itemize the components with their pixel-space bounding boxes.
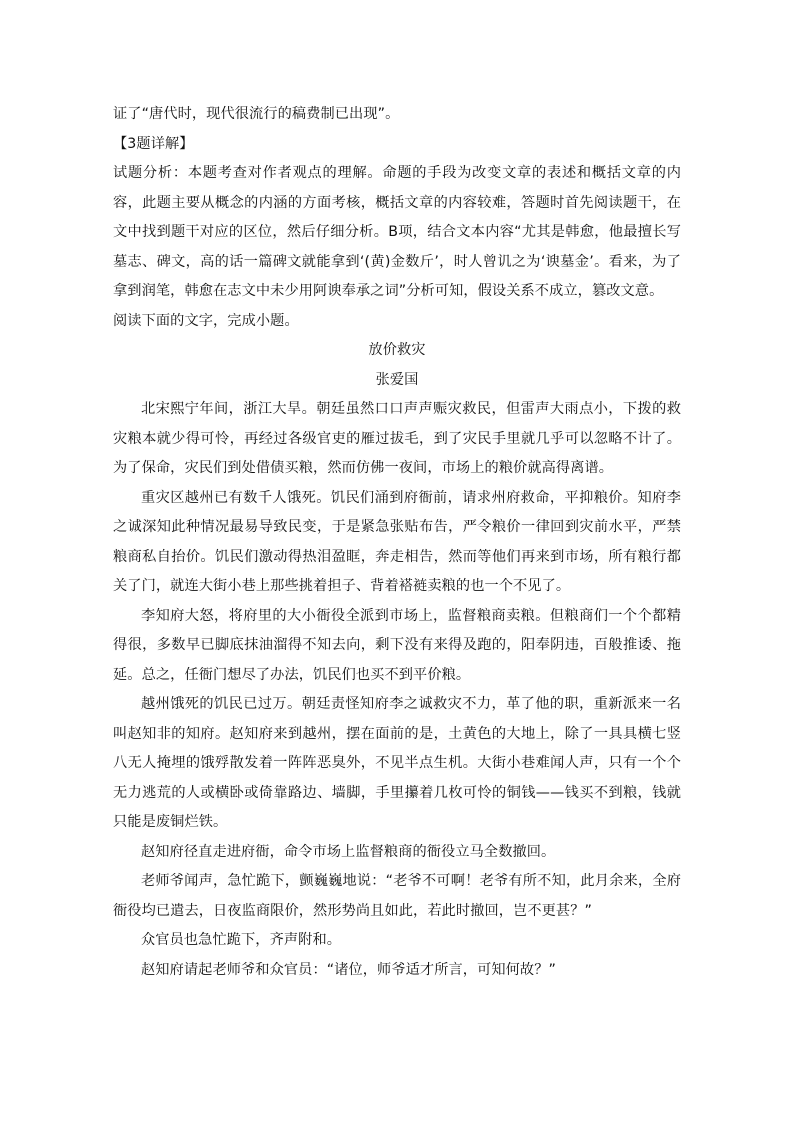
story-author: 张爱国 xyxy=(375,371,419,388)
analysis-paragraph: 试题分析：本题考查对作者观点的理解。命题的手段为改变文章的表述和概括文章的内容，此题主要从概念的内涵的方面考核，概括文章的内容较难，答题时首先阅读题干，在文中找到题干对应的区位，然后仔细分析。B项，结合文本内容“尤其是韩愈，他最擅长写墓志、碑文，高的话一篇碑文就能拿到‘(黄)金数斤’，时人曾讥之为‘谀墓金’。看来，为了拿到润笔，韩愈在志文中未少用阿谀奉承之词”分析可知，假设关系不成立，篡改文意。 xyxy=(113,165,681,299)
document-body xyxy=(113,100,681,985)
story-paragraph: 众官员也急忙跪下，齐声附和。 xyxy=(141,932,342,948)
story-paragraph: 重灾区越州已有数千人饿死。饥民们涌到府衙前，请求州府救命，平抑粮价。知府李之诚深知此种情况最易导致民变，于是紧急张贴布告，严令粮价一律回到灾前水平，严禁粮商私自抬价。饥民们激动得热泪盈眶，奔走相告，然而等他们再来到市场，所有粮行都关了门，就连大街小巷上那些挑着担子、背着褡裢卖粮的也一个不见了。 xyxy=(113,489,681,594)
story-paragraph: 老师爷闻声，急忙跪下，颤巍巍地说：“老爷不可啊！老爷有所不知，此月余来，全府衙役均已遣去，日夜监商限价，然形势尚且如此，若此时撤回，岂不更甚？” xyxy=(113,873,681,919)
story-title: 放价救灾 xyxy=(368,342,426,358)
story-paragraph: 赵知府请起老师爷和众官员：“诸位，师爷适才所言，可知何故？” xyxy=(141,961,556,978)
section-heading: 【3题详解】 xyxy=(113,135,194,152)
answer-continuation: 证了“唐代时，现代很流行的稿费制已出现”。 xyxy=(113,106,400,122)
story-paragraph: 北宋熙宁年间，浙江大旱。朝廷虽然口口声声赈灾救民，但雷声大雨点小，下拨的救灾粮本就少得可怜，再经过各级官吏的雁过拔毛，到了灾民手里就几乎可以忽略不计了。为了保命，灾民们到处借债买粮，然而仿佛一夜间，市场上的粮价就高得离谱。 xyxy=(113,401,681,476)
story-paragraph: 越州饿死的饥民已过万。朝廷责怪知府李之诚救灾不力，革了他的职，重新派来一名叫赵知非的知府。赵知府来到越州，摆在面前的是，土黄色的大地上，除了一具具横七竖八无人掩埋的饿殍散发着一阵阵恶臭外，不见半点生机。大街小巷难闻人声，只有一个个无力逃荒的人或横卧或倚靠路边、墙脚，手里攥着几枚可怜的铜钱——钱买不到粮，钱就只能是废铜烂铁。 xyxy=(113,696,681,830)
story-paragraph: 赵知府径直走进府衙，命令市场上监督粮商的衙役立马全数撤回。 xyxy=(141,843,556,860)
reading-instruction: 阅读下面的文字，完成小题。 xyxy=(113,312,299,329)
story-paragraph: 李知府大怒，将府里的大小衙役全派到市场上，监督粮商卖粮。但粮商们一个个都精得很，多数早已脚底抹油溜得不知去向，剩下没有来得及跑的，阳奉阴违，百般推诿、拖延。总之，任衙门想尽了办法，饥民们也买不到平价粮。 xyxy=(113,607,681,683)
